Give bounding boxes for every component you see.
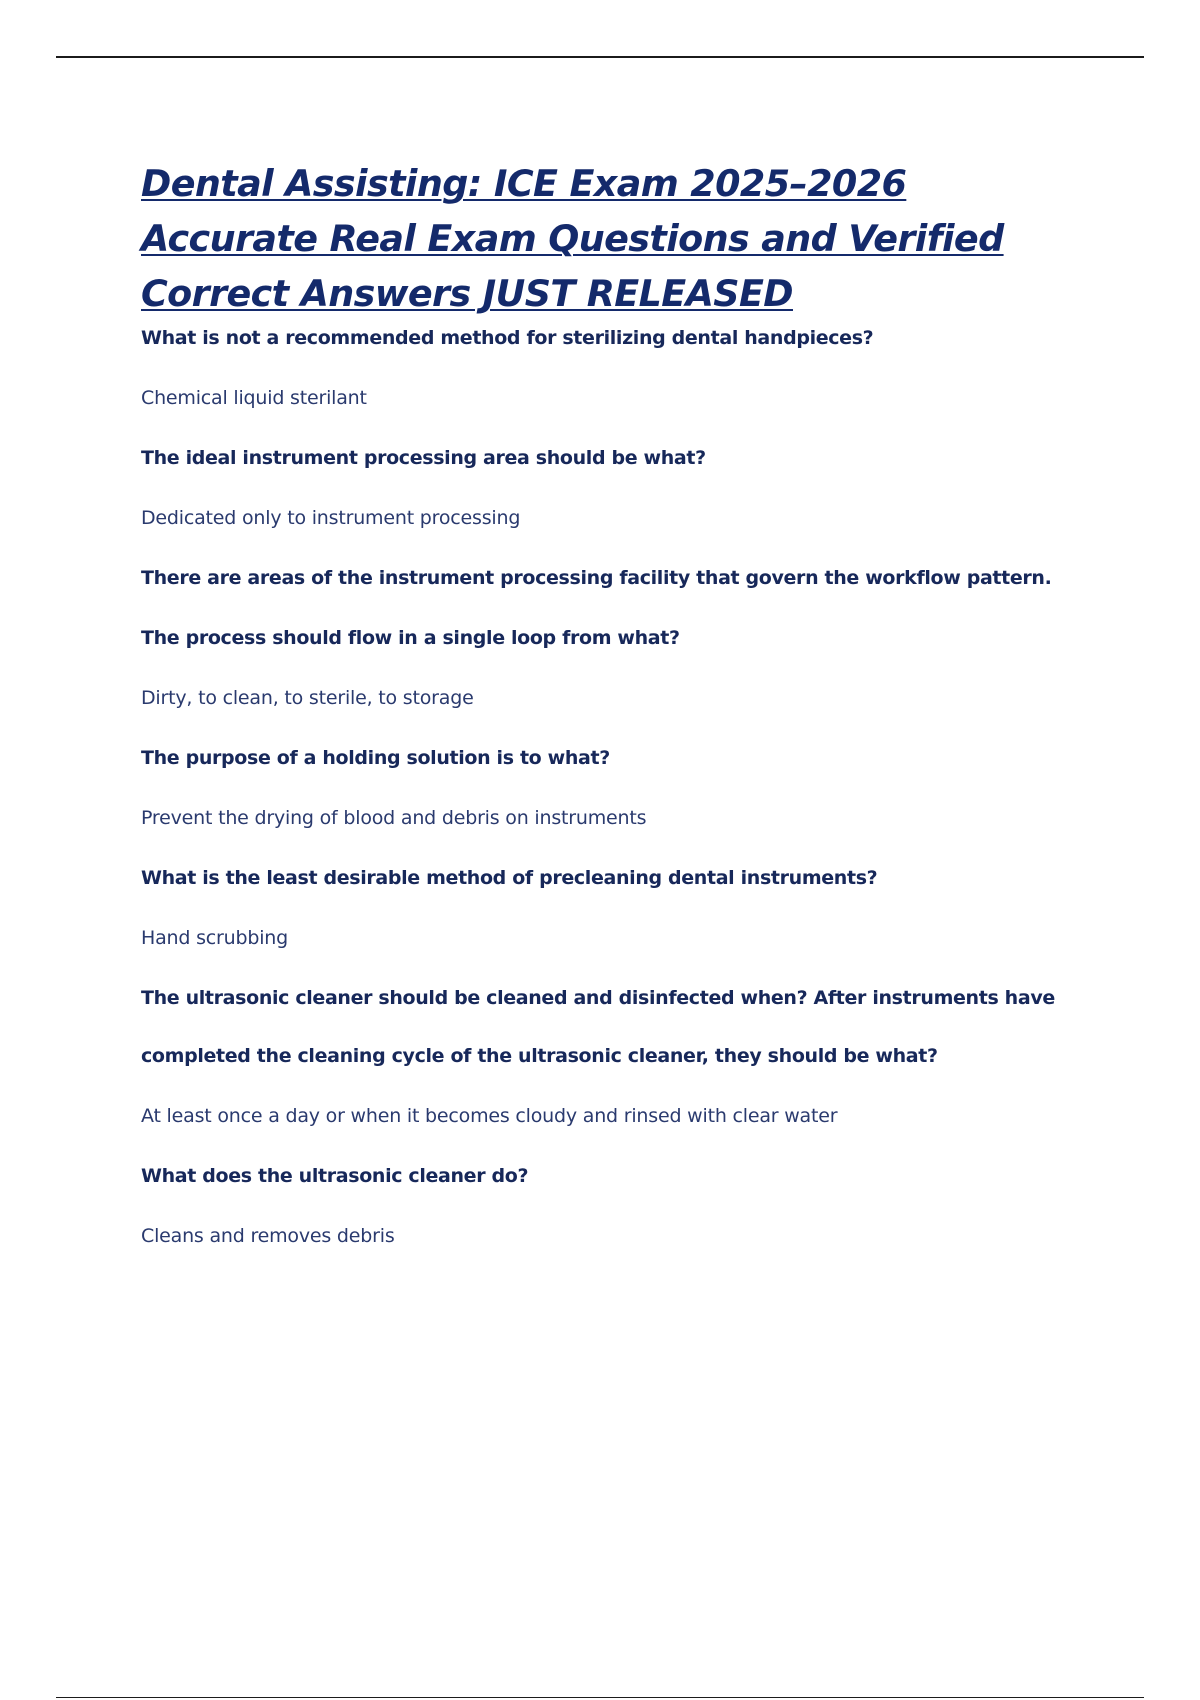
bottom-rule bbox=[56, 1697, 1144, 1698]
answer-line: Hand scrubbing bbox=[141, 927, 288, 949]
answer-line: Cleans and removes debris bbox=[141, 1225, 395, 1247]
answer-line: At least once a day or when it becomes cloudy and rinsed with clear water bbox=[141, 1105, 838, 1127]
answer-line: Dedicated only to instrument processing bbox=[141, 507, 521, 529]
document-body bbox=[141, 156, 1071, 1285]
answer-line: Chemical liquid sterilant bbox=[141, 387, 367, 409]
question-line: The purpose of a holding solution is to what? bbox=[141, 747, 610, 769]
question-line: The ideal instrument processing area should be what? bbox=[141, 447, 706, 469]
qa-list bbox=[141, 327, 1071, 1247]
question-line: completed the cleaning cycle of the ultrasonic cleaner, they should be what? bbox=[141, 1045, 938, 1067]
answer-line: Prevent the drying of blood and debris on instruments bbox=[141, 807, 647, 829]
question-line: The process should flow in a single loop from what? bbox=[141, 627, 680, 649]
answer-line: Dirty, to clean, to sterile, to storage bbox=[141, 687, 474, 709]
document-title: Dental Assisting: ICE Exam 2025–2026 Accurate Real Exam Questions and Verified Correct Answers JUST RELEASED bbox=[141, 162, 1004, 315]
question-line: There are areas of the instrument processing facility that govern the workflow pattern. bbox=[141, 567, 1052, 589]
question-line: What does the ultrasonic cleaner do? bbox=[141, 1165, 529, 1187]
question-line: What is not a recommended method for sterilizing dental handpieces? bbox=[141, 327, 874, 349]
top-rule bbox=[56, 56, 1144, 58]
question-line: What is the least desirable method of precleaning dental instruments? bbox=[141, 867, 878, 889]
question-line: The ultrasonic cleaner should be cleaned and disinfected when? After instruments have bbox=[141, 987, 1055, 1009]
